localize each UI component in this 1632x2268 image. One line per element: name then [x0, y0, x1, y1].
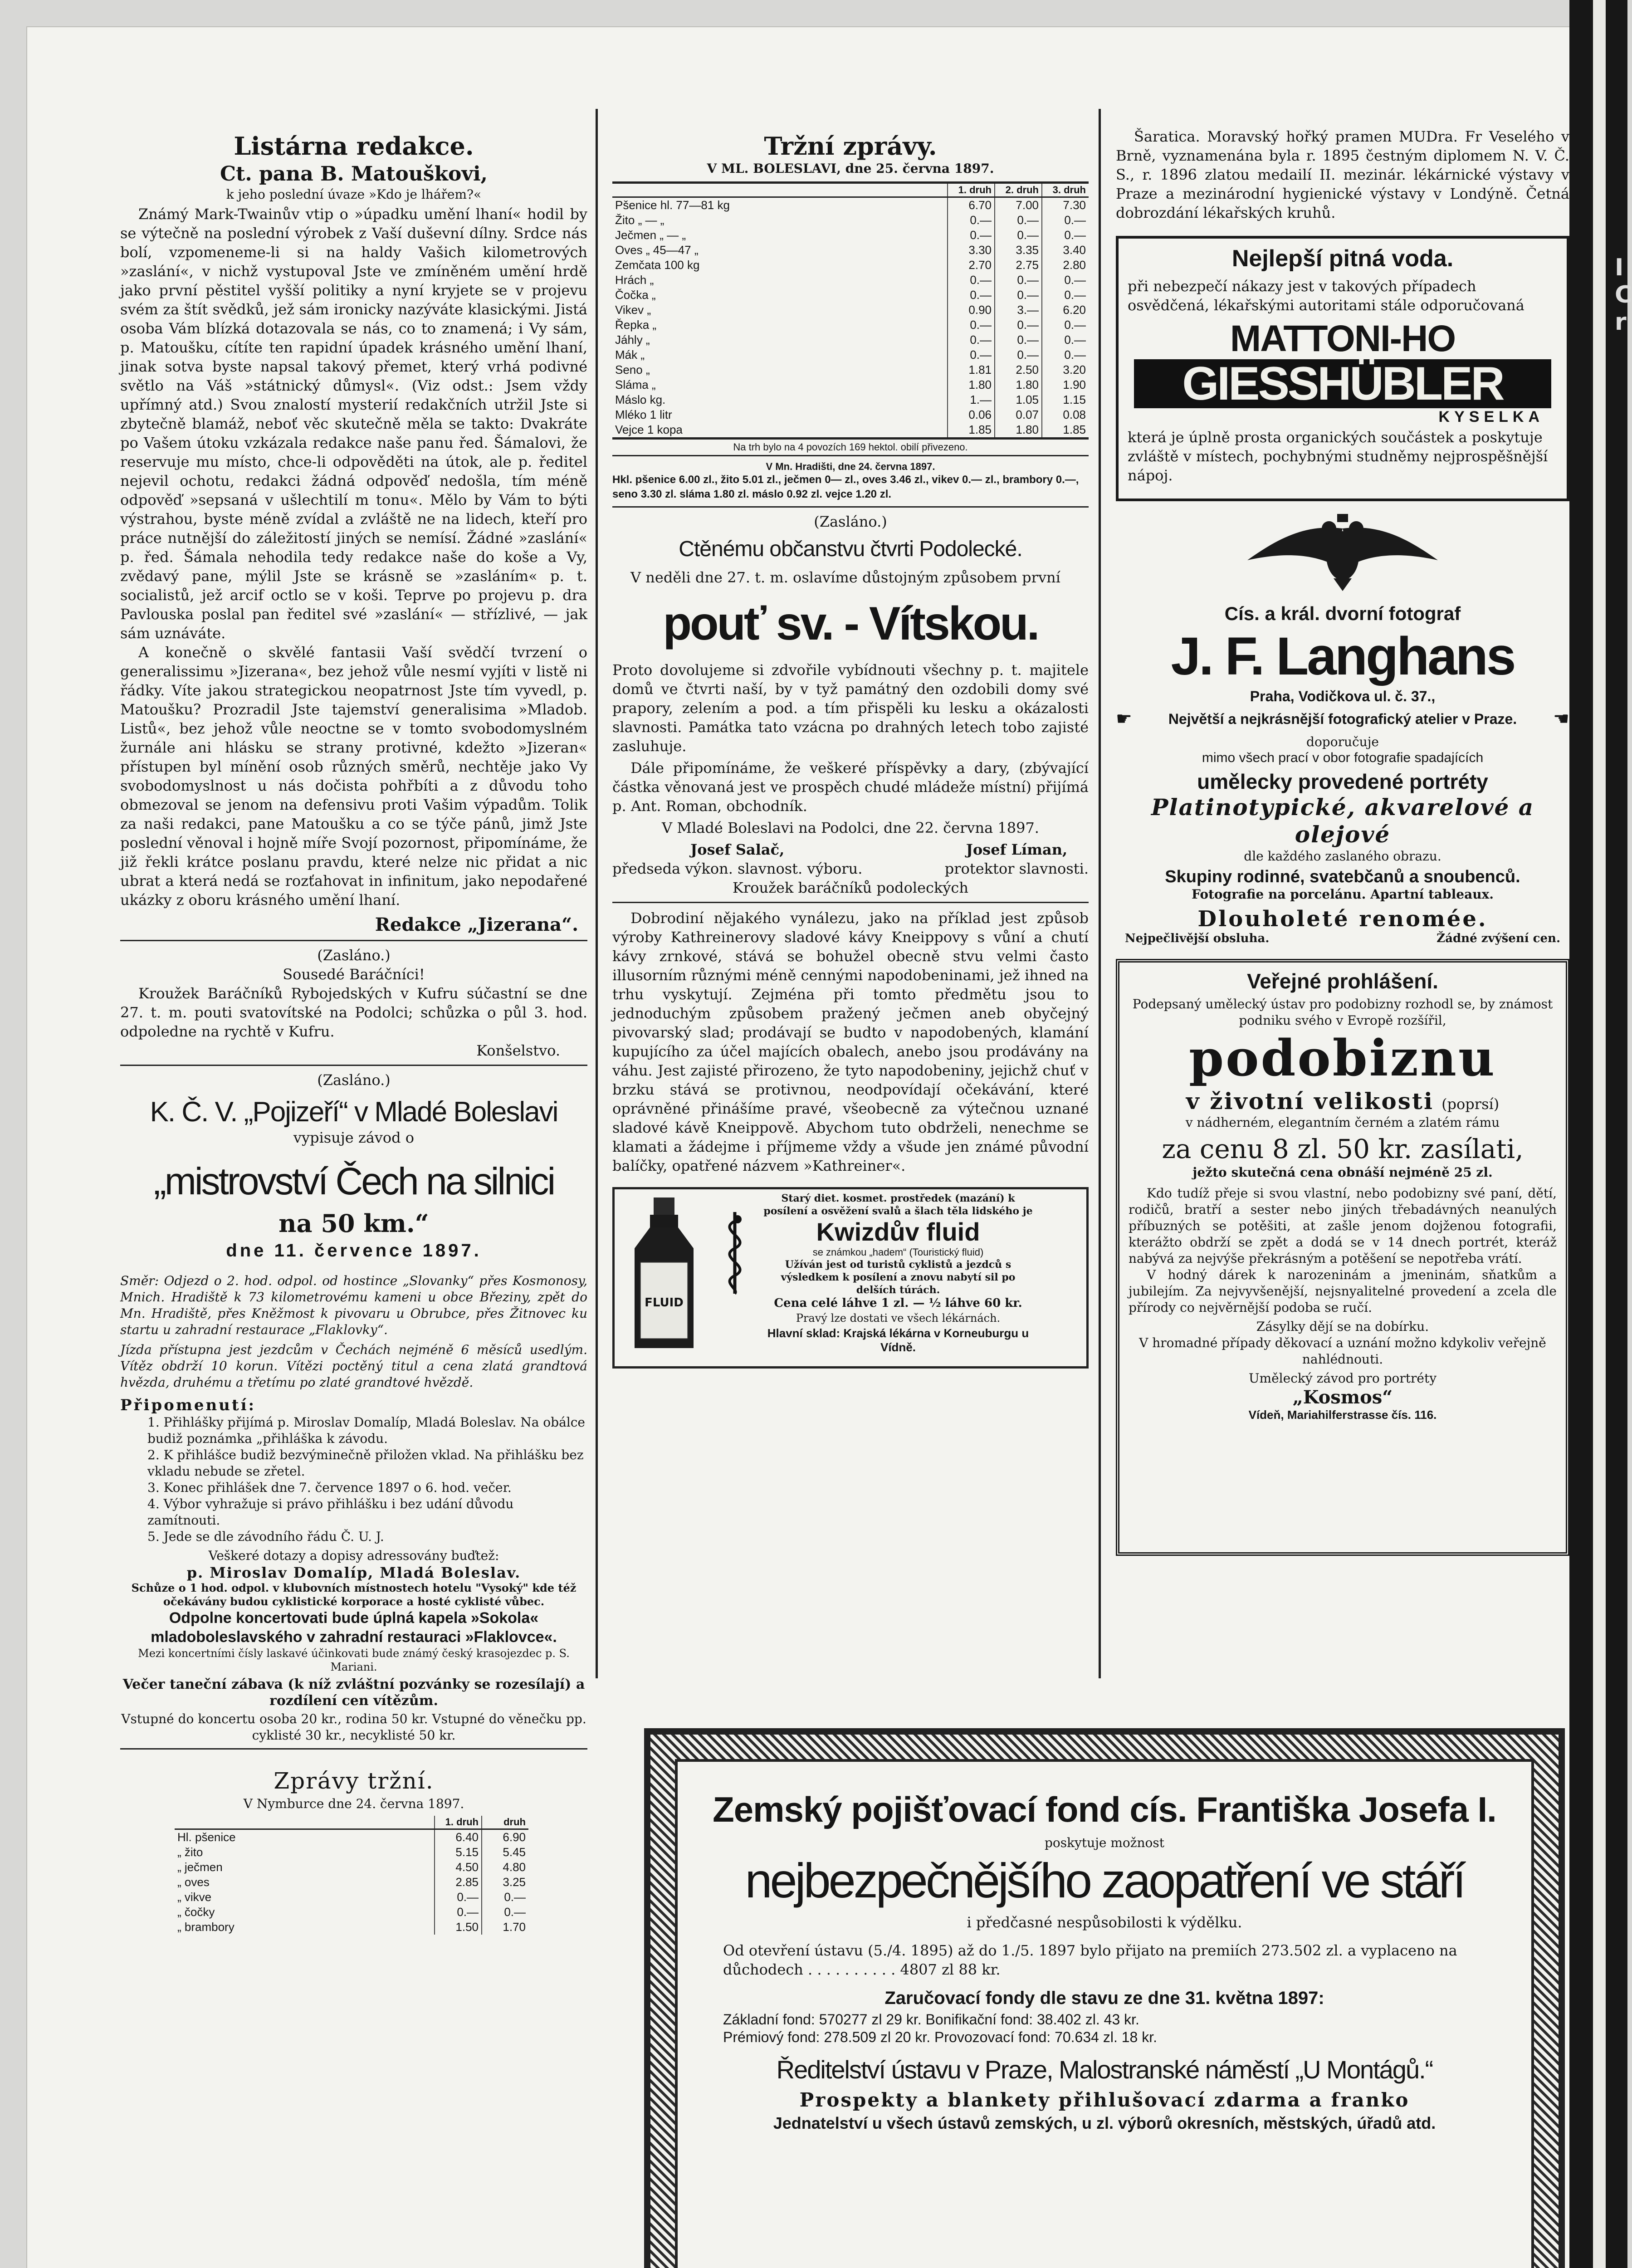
zaslano1-greeting: Sousedé Baráčníci! — [283, 966, 425, 983]
zpravy-title: Zprávy tržní. — [274, 1768, 434, 1794]
photo-per-image: dle každého zaslaného obrazu. — [1244, 849, 1441, 864]
trzni-commodity: Řepka „ — [615, 318, 657, 332]
listarna-addressee: Ct. pana B. Matouškovi, — [220, 162, 488, 186]
zpravy-row — [175, 1890, 528, 1905]
trzni-price: 1.90 — [1042, 377, 1089, 392]
trzni-price: 0.07 — [995, 407, 1042, 422]
listarna-subtitle: k jeho poslední úvaze »Kdo je lhářem?« — [226, 187, 482, 202]
kcv-pripomenuti: Připomenutí: — [120, 1396, 256, 1414]
zpravy-row — [175, 1920, 528, 1935]
trzni-price: 0.— — [948, 332, 995, 347]
photo-types: Platinotypické, akvarelové a olejové — [1151, 794, 1534, 848]
zpravy-table — [175, 1816, 528, 1935]
saratica-notice: Šaratica. Moravský hořký pramen MUDra. Fr Veselého v Brně, vyznamenána byla r. 1895 čestným diplomem N. V. Č. S., r. 1896 zlatou medailí II. mezinár. lékárnické výstavy v Praze a mezinárodní hygienické výstavy v Londýně. Četná dobrozdání lékařských kruhů. — [1116, 128, 1569, 221]
trzni-header-cell — [612, 183, 948, 197]
pout-date: V Mladé Boleslavi na Podolci, dne 22. června 1897. — [662, 819, 1039, 836]
trzni-title: Tržní zprávy. — [764, 132, 937, 161]
kcv-item: 3. Konec přihlášek dne 7. července 1897 o 6. hod. večer. — [147, 1480, 512, 1495]
trzni-row — [612, 303, 1089, 318]
trzni-price: 0.90 — [948, 303, 995, 318]
trzni-price: 0.— — [995, 332, 1042, 347]
trzni-price: 0.— — [1042, 273, 1089, 288]
trzni-row — [612, 243, 1089, 258]
trzni-price: 0.— — [995, 228, 1042, 243]
fund-subtitle: i předčasné nespůsobilosti k výdělku. — [967, 1914, 1242, 1931]
kcv-item: 4. Výbor vyhražuje si právo přihlášku i bez udání důvodu zamítnouti. — [147, 1496, 514, 1528]
fund-zakladni: Základní fond: 570277 zl 29 kr. Bonifikační fond: 38.402 zl. 43 kr. — [723, 2011, 1139, 2028]
column-rule-2 — [1099, 109, 1101, 1678]
trzni-row — [612, 258, 1089, 273]
voda-text: při nebezpečí nákazy jest v takových případech osvědčená, lékařskými autoritami stále odporučovaná — [1128, 278, 1525, 314]
trzni-row — [612, 318, 1089, 332]
trzni-row — [612, 422, 1089, 439]
photo-biggest: Největší a nejkrásnější fotografický atelier v Praze. — [1168, 711, 1517, 727]
pointing-hand-icon: ☛ — [1553, 709, 1569, 729]
ctenemu-title: Ctěnému občanstvu čtvrti Podolecké. — [679, 537, 1022, 561]
signature-2-name: Josef Líman, — [966, 841, 1068, 858]
divider — [612, 506, 1089, 508]
trzni-price: 0.— — [948, 213, 995, 228]
trzni-price: 0.— — [1042, 228, 1089, 243]
trzni-price: 1.15 — [1042, 392, 1089, 407]
trzni-price: 1.85 — [948, 422, 995, 439]
trzni-commodity: Žito „ — „ — [615, 213, 665, 227]
photo-footer — [1125, 932, 1560, 945]
trzni-price: 0.— — [1042, 288, 1089, 303]
photo-recommends: doporučuje — [1306, 734, 1379, 749]
pout-text: Proto dovolujeme si zdvořile vybídnouti všechny p. t. majitele domů ve čtvrti naší, by v tyž památný den ozdobili domy své prapory, zelením a pod. a tím přispěli ku lesku a okázalosti slavnosti. Památka tato vzácna po drahných letech tobo zajisté zasluhuje. — [612, 661, 1089, 755]
photo-name: J. F. Langhans — [1171, 626, 1515, 686]
trzni-row — [612, 228, 1089, 243]
zpravy-commodity: Hl. pšenice — [177, 1830, 236, 1844]
ctenemu-intro: V neděli dne 27. t. m. oslavíme důstojným způsobem první — [630, 569, 1060, 586]
kcv-admission: Vstupné do koncertu osoba 20 kr., rodina 50 kr. Vstupné do věnečku pp. cyklisté 30 kr., necyklisté 50 kr. — [121, 1711, 586, 1743]
trzni-price: 1.85 — [1042, 422, 1089, 439]
kosmos-address: Vídeň, Mariahilferstrasse čís. 116. — [1248, 1408, 1437, 1422]
photo-renome: Dlouholeté renomée. — [1197, 906, 1488, 932]
fund-statement: Od otevření ústavu (5./4. 1895) až do 1./5. 1897 bylo přijato na premiích 273.502 zl. a vyplaceno na důchodech . . . . . . . . . . 4807 zl 88 kr. — [723, 1942, 1457, 1978]
kcv-item: 5. Jede se dle závodního řádu Č. U. J. — [147, 1529, 384, 1544]
trzni-price: 2.50 — [995, 362, 1042, 377]
trzni-price: 0.— — [948, 288, 995, 303]
photo-groups: Skupiny rodinné, svatebčanů a snoubenců. — [1165, 867, 1520, 886]
kcv-race-title: „mistrovství Čech na silnici — [153, 1160, 554, 1202]
edge-letter-1: I — [1615, 254, 1624, 281]
listarna-signature: Redakce „Jizerana“. — [375, 914, 578, 935]
fund-reditelstvi: Ředitelství ústavu v Praze, Malostranské náměstí „U Montágů.“ — [776, 2055, 1433, 2084]
trzni-price: 0.— — [948, 347, 995, 362]
trzni-price: 0.— — [995, 318, 1042, 332]
divider — [612, 902, 1089, 903]
trzni-price: 1.81 — [948, 362, 995, 377]
kcv-item: 1. Přihlášky přijímá p. Miroslav Domalíp, Mladá Boleslav. Na obálce budiž poznámka „přihláška k závodu. — [147, 1415, 585, 1446]
divider — [120, 1065, 587, 1066]
zpravy-commodity: „ brambory — [177, 1920, 235, 1934]
fund-ad — [675, 1759, 1534, 2268]
zpravy-price: 0.— — [435, 1905, 482, 1920]
pout-title: pouť sv. - Vítskou. — [663, 597, 1038, 650]
zpravy-price: 0.— — [482, 1905, 528, 1920]
kcv-route: Směr: Odjezd o 2. hod. odpol. od hostince „Slovanky“ přes Kosmonosy, Mnich. Hradiště k 73 kilometrovému kameni u obce Březiny, zpět do Mn. Hradiště, přes Kněžmost k pivovaru u Obrubce, přes Žitnovec ku startu u zahradní restaurace „Flaklovky“. — [120, 1273, 587, 1337]
kyselka-label: KYSELKA — [1438, 408, 1544, 425]
trzni-price: 3.— — [995, 303, 1042, 318]
trzni-commodity: Mák „ — [615, 348, 645, 362]
trzni-row — [612, 288, 1089, 303]
fund-ad-frame — [644, 1728, 1565, 2268]
listarna-paragraph-2: A konečně o skvělé fantasii Vaší svědčí tvrzení o generalissimu »Jizerana«, bez jehož vůle nesmí vyjíti v listě ni řádky. Víte jakou strategickou neopatrnost Jste tím vyvedl, p. Matoušku? Prozradil Jste tajemství generalisima »Mladob. Listů«, bez jehož vůle neoctne se v tomto svobodomyslném žurnále ani hlásku se strany protivné, kdežto »Jizeran« přístupen byl mínění osob různých směrů, nechtěje jako Vy svobodomyslnost u nás dočista pohřbíti a z důvodu toho obmezoval se jenom na defensivu proti Vašim výpadům. Tolik za naši redakci, pane Matoušku a co se týče pánů, jimž Jste poslední věnoval i hojně míře Svojí pozornost, připomínáme, že již řekli krátce poslanu pravdu, které nelze nic přidat a nic ubrat a která nedá se rozťahovat in infinitum, jako nepodařené ukázky z oboru krásného umění lhaní. — [120, 644, 587, 909]
fund-premiovy: Prémiový fond: 278.509 zl 20 kr. Provozovací fond: 70.634 zl. 18 kr. — [723, 2029, 1157, 2045]
zpravy-price: 1.70 — [482, 1920, 528, 1935]
kcv-evening: Večer taneční zábava (k níž zvláštní pozvánky se rozesílají) a rozdílení cen vítězům. — [122, 1677, 585, 1709]
zpravy-price: 2.85 — [435, 1875, 482, 1890]
trzni-header-cell: 1. druh — [948, 183, 995, 197]
kcv-title: K. Č. V. „Pojizeří“ v Mladé Boleslavi — [150, 1096, 558, 1128]
trzni-price: 1.— — [948, 392, 995, 407]
edge-letter-3: r — [1615, 308, 1627, 336]
kwizda-warehouse: Hlavní sklad: Krajská lékárna v Korneuburgu u Vídně. — [767, 1326, 1029, 1354]
trzni-price: 1.80 — [995, 377, 1042, 392]
signature-3: Kroužek baráčníků podoleckých — [733, 879, 968, 896]
trzni-place: V ML. BOLESLAVI, dne 25. června 1897. — [707, 161, 994, 176]
trzni-price: 2.75 — [995, 258, 1042, 273]
pout-text-2: Dále připomínáme, že veškeré příspěvky a dary, (zbývající částka věnovaná jest ve prospěch chudé mládeže místní) přijímá p. Ant. Roman, obchodník. — [612, 759, 1089, 815]
edge-letter-2: C — [1615, 281, 1632, 308]
poprsi: (poprsí) — [1441, 1095, 1500, 1113]
trzni-price: 0.— — [995, 213, 1042, 228]
voda-title: Nejlepší pitná voda. — [1231, 245, 1454, 272]
trzni-price: 6.20 — [1042, 303, 1089, 318]
zpravy-price: 6.90 — [482, 1829, 528, 1845]
zpravy-row — [175, 1860, 528, 1875]
photo-address: Praha, Vodičkova ul. č. 37., — [1250, 688, 1436, 704]
hromadne-text: V hromadné případy děkovací a uznání možno kdykoliv veřejně nahlédnouti. — [1139, 1335, 1546, 1367]
hradiste-place: V Mn. Hradišti, dne 24. června 1897. — [766, 461, 935, 472]
kcv-distance: na 50 km.“ — [279, 1209, 429, 1238]
fund-title: Zemský pojišťovací fond cís. Františka Josefa I. — [713, 1789, 1496, 1829]
zpravy-commodity: „ žito — [177, 1845, 203, 1859]
snake-staff-icon — [712, 1207, 757, 1298]
trzni-commodity: Pšenice hl. 77—81 kg — [615, 198, 730, 212]
zpravy-commodity: „ vikve — [177, 1890, 212, 1904]
trzni-price: 0.— — [995, 273, 1042, 288]
zivotni-velikost: v životní velikosti — [1186, 1088, 1434, 1114]
pointing-hand-icon: ☛ — [1116, 709, 1132, 729]
kcv-items-list — [147, 1414, 587, 1545]
trzni-commodity: Mléko 1 litr — [615, 408, 672, 421]
kwizda-label: Starý diet. kosmet. prostředek (mazání) k posílení a osvěžení svalů a šlach těla lidského je — [763, 1193, 1033, 1217]
trzni-commodity: Sláma „ — [615, 378, 656, 391]
zasilky-text: Zásylky dějí se na dobírku. — [1256, 1319, 1429, 1334]
podobiznu: podobiznu — [1189, 1029, 1496, 1087]
kwizda-name: Kwizdův fluid — [816, 1217, 980, 1246]
trzni-price: 0.08 — [1042, 407, 1089, 422]
trzni-header-cell: 3. druh — [1042, 183, 1089, 197]
trzni-commodity: Oves „ 45—47 „ — [615, 243, 699, 257]
zpravy-price: 0.— — [435, 1890, 482, 1905]
trzni-commodity: Čočka „ — [615, 288, 656, 302]
zpravy-place: V Nymburce dne 24. června 1897. — [243, 1796, 464, 1811]
kwizda-brand: se známkou „hadem“ (Touristický fluid) — [812, 1246, 984, 1258]
column-2 — [612, 54, 1089, 1369]
trzni-price: 0.— — [948, 273, 995, 288]
column-rule-1 — [596, 109, 598, 1678]
zpravy-row — [175, 1875, 528, 1890]
zaslano1-text: Kroužek Baráčníků Rybojedských v Kufru súčastní se dne 27. t. m. pouti svatovítské na Podolci; schůzka o půl 3. hod. odpoledne na rychtě v Kufru. — [120, 985, 587, 1040]
fund-jednatelstvi: Jednatelství u všech ústavů zemských, u zl. výborů okresních, městských, úřadů atd. — [773, 2114, 1436, 2132]
trzni-row — [612, 332, 1089, 347]
photo-biggest-row — [1116, 709, 1569, 729]
signature-1 — [612, 840, 862, 878]
zpravy-price: 4.50 — [435, 1860, 482, 1875]
zpravy-price: 0.— — [482, 1890, 528, 1905]
hradiste-prices: Hkl. pšenice 6.00 zl., žito 5.01 zl., ječmen 0— zl., oves 3.46 zl., vikev 0.— zl., brambory 0.—, seno 3.30 zl. sláma 1.80 zl. máslo 0.92 zl. vejce 1.20 zl. — [612, 474, 1079, 500]
trzni-price: 1.80 — [995, 422, 1042, 439]
zpravy-row — [175, 1905, 528, 1920]
kosmos-name: „Kosmos“ — [1292, 1387, 1393, 1408]
photo-court: Cís. a král. dvorní fotograf — [1224, 603, 1461, 624]
kcv-address: p. Miroslav Domalíp, Mladá Boleslav. — [186, 1564, 521, 1581]
trzni-price: 0.06 — [948, 407, 995, 422]
trzni-footer: Na trh bylo na 4 povozích 169 hektol. obilí přivezeno. — [612, 440, 1089, 456]
zpravy-header-cell: 1. druh — [435, 1816, 482, 1829]
divider — [120, 940, 587, 941]
trzni-commodity: Jáhly „ — [615, 333, 650, 347]
trzni-price: 1.80 — [948, 377, 995, 392]
right-page-edge — [1569, 0, 1632, 2268]
fund-prospekty: Prospekty a blankety přihlušovací zdarma a franko — [799, 2089, 1410, 2111]
photo-mimo: mimo všech prací v obor fotografie spadajících — [1202, 750, 1484, 765]
giesshubler-name: GIESSHÜBLER — [1134, 359, 1551, 408]
trzni-commodity: Vejce 1 kopa — [615, 423, 683, 436]
trzni-commodity: Hrách „ — [615, 273, 654, 287]
kathreiner-paragraph: Dobrodiní nějakého vynálezu, jako na příklad jest způsob výroby Kathreinerovy sladové kávy Kneippovy s vůní a chutí kávy zrnkové, stává se bohužel obecně stvu velmi často illusorním různými méně cennými napodobeninami, jež ihned na trhu vyskytují. Zejména při tomto předmětu jsou to jednoduchým způsobem pražený ječmen aneb obyčejný pivovarský slad; prodávají se budto v napodobených, klamání kupujícího za účel majících obalech, anebo jsou prodávány na váhu. Jest zajisté přirozeno, že tyto napodobeniny, jejichž chuť v brzku stává se protivnou, neodpovídají očekávání, které oprávněné přinášíme pravé, všeobecně za výtečnou uznané sladové kávě Kneippově. Abychom tuto obdrželi, nenechme se klamati a žádejme i příjmeme vždy a všude jen známé původní balíčky, opatřené názvem »Kathreiner«. — [612, 909, 1089, 1174]
double-headed-eagle-icon — [1116, 510, 1569, 592]
trzni-price: 0.— — [995, 288, 1042, 303]
page-edge-strip — [1593, 0, 1606, 2268]
zaslano1-signature: Konšelstvo. — [476, 1042, 560, 1059]
photo-no-raise: Žádné zvýšení cen. — [1437, 932, 1560, 945]
trzni-table — [612, 181, 1089, 440]
newspaper-page — [27, 27, 1569, 2268]
trzni-row — [612, 362, 1089, 377]
fund-poskytuje: poskytuje možnost — [1044, 1835, 1165, 1850]
trzni-price: 7.30 — [1042, 197, 1089, 213]
ramec-text: v nádherném, elegantním černém a zlatém rámu — [1185, 1115, 1500, 1130]
trzni-commodity: Zemčata 100 kg — [615, 258, 700, 272]
photo-service: Nejpečlivější obsluha. — [1125, 932, 1270, 945]
kcv-jizda: Jízda přístupna jest jezdcům v Čechách nejméně 6 měsíců usedlým. Vítěz obdrží 10 korun. Vítězi poctěný titul a cena zlatá grandtová hvězda, druhému a třetímu po zlaté grandtové hvězdě. — [120, 1342, 587, 1390]
listarna-title: Listárna redakce. — [234, 132, 474, 161]
zpravy-header-cell — [175, 1816, 435, 1829]
zpravy-commodity: „ oves — [177, 1875, 210, 1889]
kwizda-ad — [612, 1187, 1089, 1369]
zpravy-row — [175, 1829, 528, 1845]
trzni-row — [612, 392, 1089, 407]
signature-2 — [945, 840, 1089, 878]
zpravy-price: 5.15 — [435, 1845, 482, 1860]
zpravy-price: 5.45 — [482, 1845, 528, 1860]
fund-big-title: nejbezpečnějšího zaopatření ve stáří — [745, 1853, 1464, 1908]
signature-1-name: Josef Salač, — [690, 841, 785, 858]
photo-portraits: umělecky provedené portréty — [1197, 770, 1488, 793]
kcv-item: 2. K přihlášce budiž bezvýminečně přiložen vklad. Na přihlášku bez vkladu nebude se zřetel. — [147, 1447, 584, 1479]
trzni-price: 0.— — [1042, 213, 1089, 228]
trzni-header-cell: 2. druh — [995, 183, 1042, 197]
column-1 — [120, 54, 587, 1935]
fund-zarucovaci: Zaručovací fondy dle stavu ze dne 31. května 1897: — [884, 1988, 1324, 2008]
trzni-commodity: Seno „ — [615, 363, 650, 376]
kcv-acrobat: Mezi koncertními čísly laskavé účinkovati bude známý český krasojezdec p. S. Mariani. — [138, 1647, 570, 1673]
cena-text: za cenu 8 zl. 50 kr. zasílati, — [1162, 1134, 1524, 1164]
trzni-price: 0.— — [1042, 332, 1089, 347]
listarna-paragraph-1: Známý Mark-Twainův vtip o »úpadku umění lhaní« hodil by se výtečně na poslední výrobek z Vaší duševní dílny. Srdce nás bolí, vzpomeneme-li si na haldy Vašich kilometrových »zaslání«, v nichž vystupoval Jste ve zmíněném umění hrdě jako první pěstitel vyšší politiky a nyní kryjete se v projevu svém za štít svědků, jež sám ironicky nazýváte klasickými. Jistá osoba Vám blízká dotazovala se nás, co to znamená; i Vy sám, p. Matoušku, cítíte ten rapidní úpadek krásného umění lhaní, jinak sotva byste napsal takový přemet, který vrhá podivné světlo na Váš »státnický důmysl«. (Viz odst.: Jsem vždy upřímný atd.) Svou znalostí mysterií redakčních utržil Jste si zbytečně blamáž, neboť věc skutečně měla se takto: Dvakráte po Vašem útoku vzkázala redakce naše panu řed. Šámalovi, že reservuje mu místo, chce-li odpověděti na útok, ale p. ředitel nejevil ochotu, redakci žádná odpověď nedošla, tím méně odpověď »sepsaná v ušlechtilí m tonu«. Mělo by Vám to býti výstrahou, byste méně zvídal a zvláště ne na lidech, kteří pro práce nutnější do záležitostí jiných se nemísí. Žádné »zaslání« p. řed. Šámala nehodila tedy redakce naše do koše a Vy, zvědavý pane, mýlil Jste se krásně se »zasláním« p. t. socialistů, jež arcif octlo se v koši. Teprve po projevu p. dra Pavlouska poslal pan ředitel své »zaslání« — střízlivé, — jak sám uznáváte. — [120, 205, 587, 642]
voda-text-2: která je úplně prosta organických součástek a poskytuje zvláště v místech, pochybnými studněmy nejprospěšnější nápoj. — [1128, 429, 1548, 484]
photo-porcelain: Fotografie na porcelánu. Apartní tableaux. — [1191, 887, 1494, 902]
trzni-price: 0.— — [995, 347, 1042, 362]
zaslano-label-1: (Zasláno.) — [317, 947, 391, 964]
trzni-commodity: Máslo kg. — [615, 393, 666, 406]
trzni-commodity: Ječmen „ — „ — [615, 228, 686, 242]
trzni-row — [612, 407, 1089, 422]
verejne-title: Veřejné prohlášení. — [1247, 969, 1438, 993]
verejne-intro: Podepsaný umělecký ústav pro podobizny rozhodl se, by známost podniku svého v Evropě rozšířil, — [1132, 997, 1553, 1028]
kwizda-price: Cena celé láhve 1 zl. — ½ láhve 60 kr. — [774, 1296, 1022, 1310]
signature-1-role: předseda výkon. slavnost. výboru. — [612, 860, 863, 877]
trzni-price: 3.40 — [1042, 243, 1089, 258]
kwizda-text: Užíván jest od turistů cyklistů a jezdců s výsledkem k posílení a znovu nabytí sil po delších túrách. — [781, 1259, 1016, 1296]
life-size-row — [1129, 1088, 1557, 1114]
trzni-price: 0.— — [948, 318, 995, 332]
trzni-price: 0.— — [1042, 318, 1089, 332]
zpravy-commodity: „ čočky — [177, 1905, 215, 1919]
trzni-price: 0.— — [1042, 347, 1089, 362]
pout-signatures — [612, 840, 1089, 878]
trzni-price: 2.80 — [1042, 258, 1089, 273]
zaslano-label-2: (Zasláno.) — [317, 1071, 391, 1089]
zpravy-price: 3.25 — [482, 1875, 528, 1890]
zpravy-row — [175, 1845, 528, 1860]
trzni-price: 3.20 — [1042, 362, 1089, 377]
verejne-text: Kdo tudíž přeje si svou vlastní, nebo podobizny své paní, dětí, rodičů, bratří a sester nebo jiných třebadávných neanulých příbuzných se potěšiti, at zašle jenom dojženou fotografii, kterážto obdrží se zpět a dodá se v 14 dnech portrét, kteráž nabývá za nejvýše překrásným a potěšení se nepotřeba vrátí. — [1129, 1186, 1557, 1266]
cena-sub: ježto skutečná cena obnáší nejméně 25 zl. — [1192, 1165, 1493, 1180]
kwizda-ad-text — [760, 1192, 1036, 1354]
bottle-label-text: FLUID — [645, 1296, 684, 1310]
divider — [120, 1748, 587, 1750]
trzni-row — [612, 377, 1089, 392]
fluid-bottle-image — [621, 1194, 707, 1353]
trzni-price: 3.30 — [948, 243, 995, 258]
zpravy-commodity: „ ječmen — [177, 1860, 223, 1874]
trzni-price: 6.70 — [948, 197, 995, 213]
kcv-meeting: Schůze o 1 hod. odpol. v klubovních místnostech hotelu "Vysoký" kde též očekávány budou cyklistické korporace a hosté cyklisté vůbec. — [131, 1581, 577, 1608]
zpravy-price: 6.40 — [435, 1829, 482, 1845]
trzni-row — [612, 273, 1089, 288]
ustav-text: Umělecký závod pro portréty — [1248, 1371, 1437, 1386]
trzni-row — [612, 213, 1089, 228]
verejne-text-2: V hodný dárek k narozeninám a jmeninám, sňatkům a jubilejím. Za nejvyvšenější, nejsnyalitelné provedení a zcela dle přírody co nejvěrnější podoba se ručí. — [1129, 1267, 1557, 1315]
kcv-subtitle: vypisuje závod o — [293, 1129, 415, 1146]
mattoni-ad — [1116, 236, 1569, 501]
zpravy-price: 4.80 — [482, 1860, 528, 1875]
zpravy-header-cell: druh — [482, 1816, 528, 1829]
trzni-price: 1.05 — [995, 392, 1042, 407]
column-3 — [1116, 54, 1569, 1556]
mattoni-name: MATTONI-HO — [1230, 318, 1456, 359]
trzni-price: 0.— — [948, 228, 995, 243]
kosmos-ad — [1116, 959, 1569, 1556]
kcv-concert: Odpolne koncertovati bude úplná kapela »Sokola« mladoboleslavského v zahradní restauraci »Flaklovce«. — [151, 1609, 557, 1646]
trzni-row — [612, 347, 1089, 362]
kcv-inquiries: Veškeré dotazy a dopisy adressovány buďtež: — [208, 1548, 499, 1563]
trzni-commodity: Vikev „ — [615, 303, 651, 317]
trzni-price: 3.35 — [995, 243, 1042, 258]
zpravy-price: 1.50 — [435, 1920, 482, 1935]
trzni-price: 7.00 — [995, 197, 1042, 213]
trzni-price: 2.70 — [948, 258, 995, 273]
kwizda-availability: Pravý lze dostati ve všech lékárnách. — [796, 1312, 1001, 1325]
trzni-row — [612, 197, 1089, 213]
zaslano-label-3: (Zasláno.) — [814, 513, 887, 530]
signature-2-role: protektor slavnosti. — [944, 860, 1089, 877]
kcv-date: dne 11. července 1897. — [226, 1241, 482, 1261]
